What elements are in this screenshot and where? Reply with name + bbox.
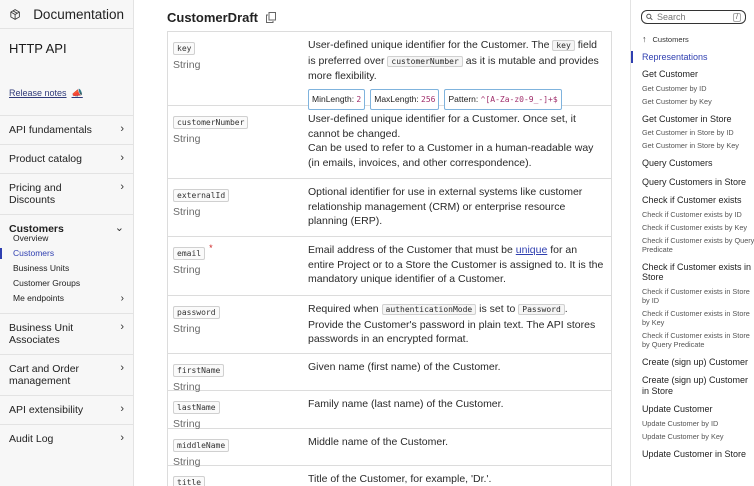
sidebar-sub-overview[interactable]: Overview	[13, 233, 49, 243]
toc-item-representations[interactable]: Representations	[642, 47, 754, 67]
toc-subitem[interactable]: Check if Customer exists in Store by Query Predicate	[642, 330, 750, 349]
constraint-min-length: MinLength: 2	[308, 89, 365, 111]
toc-item[interactable]: Check if Customer exists in Store	[642, 261, 752, 282]
toc-item[interactable]: Query Customers in Store	[642, 176, 747, 187]
toc-item[interactable]: Update Customer in Store	[642, 448, 747, 459]
release-notes-link[interactable]	[0, 67, 133, 103]
sidebar-sub-business-units[interactable]: Business Units	[13, 263, 70, 273]
sidebar-sub-me-endpoints[interactable]	[0, 291, 133, 306]
unique-link[interactable]: unique	[515, 244, 548, 256]
field-name: title	[173, 476, 205, 486]
toc-groups	[642, 69, 754, 459]
toc-subitem[interactable]: Check if Customer exists by Key	[642, 222, 748, 232]
chevron-down-icon: ⌄	[114, 222, 124, 234]
section-title: HTTP API	[9, 41, 67, 56]
toc-subitem[interactable]: Update Customer by Key	[642, 431, 724, 441]
field-type: String	[173, 418, 201, 430]
megaphone-icon: 📣	[71, 87, 83, 98]
search-box[interactable]	[641, 10, 746, 24]
toc-item[interactable]: Query Customers	[642, 158, 713, 168]
search-icon	[646, 13, 653, 21]
field-description: Optional identifier for use in external systems like customer relationship management (CRM) or enterprise resource planning (ERP).	[308, 186, 583, 227]
copy-icon[interactable]	[266, 12, 276, 23]
toc-subitem[interactable]: Get Customer in Store by ID	[642, 128, 734, 137]
sidebar-item-label: API extensibility	[9, 404, 84, 416]
field-type: String	[173, 59, 201, 71]
field-name: externalId	[173, 189, 229, 202]
table-row	[168, 296, 611, 354]
field-name: lastName	[173, 401, 220, 414]
toc-subitem[interactable]: Check if Customer exists by ID	[642, 209, 742, 219]
constraint-max-length: MaxLength: 256	[370, 89, 439, 111]
inline-code: authenticationMode	[382, 304, 477, 315]
toc-subitem[interactable]: Get Customer by ID	[642, 83, 707, 93]
table-row	[168, 106, 611, 179]
table-row	[168, 466, 611, 486]
table-row	[168, 179, 611, 237]
chevron-right-icon: ›	[120, 403, 124, 415]
chevron-right-icon: ›	[120, 123, 124, 135]
toc-subitem[interactable]: Check if Customer exists by Query Predicate	[642, 235, 754, 254]
page-title: CustomerDraft	[167, 10, 259, 25]
table-of-contents	[642, 31, 754, 459]
inline-code: key	[552, 40, 574, 51]
sidebar-item-label: API fundamentals	[9, 124, 92, 136]
toc-subitem[interactable]: Check if Customer exists in Store by Key	[642, 308, 750, 327]
brand[interactable]	[0, 0, 133, 28]
toc-subitem[interactable]: Update Customer by ID	[642, 418, 719, 428]
toc-item[interactable]: Update Customer	[642, 404, 713, 414]
chevron-right-icon: ›	[120, 152, 124, 164]
field-name: email	[173, 247, 205, 260]
sidebar-item-label: Cart and Order management	[9, 363, 80, 387]
sidebar-item-label: Customers	[9, 223, 64, 235]
required-mark: *	[209, 243, 213, 253]
sidebar-item-api-fundamentals[interactable]	[0, 115, 133, 144]
toc-subitem[interactable]: Get Customer in Store by Key	[642, 141, 739, 150]
field-description: Family name (last name) of the Customer.	[308, 398, 504, 410]
field-description: Title of the Customer, for example, 'Dr.'.	[308, 473, 492, 485]
toc-item[interactable]: Get Customer in Store	[642, 113, 732, 124]
brand-title: Documentation	[33, 6, 124, 22]
field-name: password	[173, 306, 220, 319]
sidebar-item-business-unit-associates[interactable]	[0, 313, 133, 354]
table-row	[168, 354, 611, 391]
toc-item[interactable]: Create (sign up) Customer in Store	[642, 375, 749, 396]
sidebar-sub-customers[interactable]: Customers	[0, 246, 133, 261]
field-name: middleName	[173, 439, 229, 452]
arrow-up-icon: ↑	[642, 34, 647, 44]
sidebar-item-label: Audit Log	[9, 433, 54, 445]
left-sidebar	[0, 0, 134, 486]
sidebar-item-audit-log[interactable]	[0, 424, 133, 453]
field-description: User-defined unique identifier for a Customer. Once set, it cannot be changed. Can be used to refer to a Customer in a human-readable way (in emails, invoices, and other correspondence).	[308, 113, 594, 169]
sidebar-item-label: Business Unit Associates	[9, 322, 74, 346]
field-name: key	[173, 42, 195, 55]
sidebar-sub-customer-groups[interactable]: Customer Groups	[13, 278, 81, 288]
main-content	[134, 0, 630, 486]
field-type: String	[173, 381, 201, 393]
toc-subitem[interactable]: Check if Customer exists in Store by ID	[642, 286, 750, 305]
field-type: String	[173, 206, 201, 218]
chevron-right-icon: ›	[120, 321, 124, 333]
table-row	[168, 391, 611, 429]
table-row	[168, 32, 611, 106]
field-type: String	[173, 264, 201, 276]
field-name: firstName	[173, 364, 224, 377]
field-type: String	[173, 133, 201, 145]
fields-table	[167, 31, 612, 486]
inline-code: Password	[518, 304, 565, 315]
search-shortcut-key: /	[733, 13, 741, 22]
field-description: Middle name of the Customer.	[308, 436, 449, 448]
table-row	[168, 237, 611, 296]
sidebar-sub-label: Me endpoints	[13, 293, 65, 303]
sidebar-item-pricing[interactable]	[0, 173, 133, 214]
field-name: customerNumber	[173, 116, 248, 129]
field-description: Given name (first name) of the Customer.	[308, 361, 501, 373]
field-description: User-defined unique identifier for the Customer. The key field is preferred over customerNumber as it is mutable and provides more flexibility. MinLength: 2 MaxLength: 256 Pattern: ^[A-Za-z0-9_-]+$	[302, 32, 611, 105]
sidebar-item-api-extensibility[interactable]	[0, 395, 133, 424]
right-sidebar	[630, 0, 754, 486]
chevron-right-icon: ›	[120, 293, 124, 304]
toc-subitem[interactable]: Get Customer by Key	[642, 96, 712, 106]
table-row	[168, 429, 611, 466]
field-description: Required when authenticationMode is set to Password . Provide the Customer's password in plain text. The API stores passwords in an encrypted format.	[308, 303, 596, 345]
sidebar-item-product-catalog[interactable]	[0, 144, 133, 173]
toc-item[interactable]: Get Customer	[642, 69, 699, 79]
constraint-pattern: Pattern: ^[A-Za-z0-9_-]+$	[444, 89, 561, 111]
toc-back-link[interactable]	[642, 31, 754, 47]
toc-item[interactable]: Create (sign up) Customer	[642, 356, 749, 367]
cube-icon	[9, 6, 21, 23]
chevron-right-icon: ›	[120, 432, 124, 444]
inline-code: customerNumber	[387, 56, 462, 67]
sidebar-item-cart-order[interactable]	[0, 354, 133, 395]
toc-back-label: Customers	[652, 34, 689, 44]
sidebar-item-label: Pricing and Discounts	[9, 182, 62, 206]
field-description: Email address of the Customer that must be unique for an entire Project or to a Store the Customer is assigned to. It is the mandatory unique identifier of a Customer.	[308, 244, 604, 285]
toc-item[interactable]: Check if Customer exists	[642, 195, 742, 205]
chevron-right-icon: ›	[120, 181, 124, 193]
field-type: String	[173, 323, 201, 335]
search-input[interactable]	[657, 12, 733, 22]
sidebar-item-label: Product catalog	[9, 153, 82, 165]
release-notes-label: Release notes	[9, 88, 67, 98]
field-type: String	[173, 456, 201, 468]
sidebar-item-customers[interactable]	[0, 214, 133, 235]
chevron-right-icon: ›	[120, 362, 124, 374]
